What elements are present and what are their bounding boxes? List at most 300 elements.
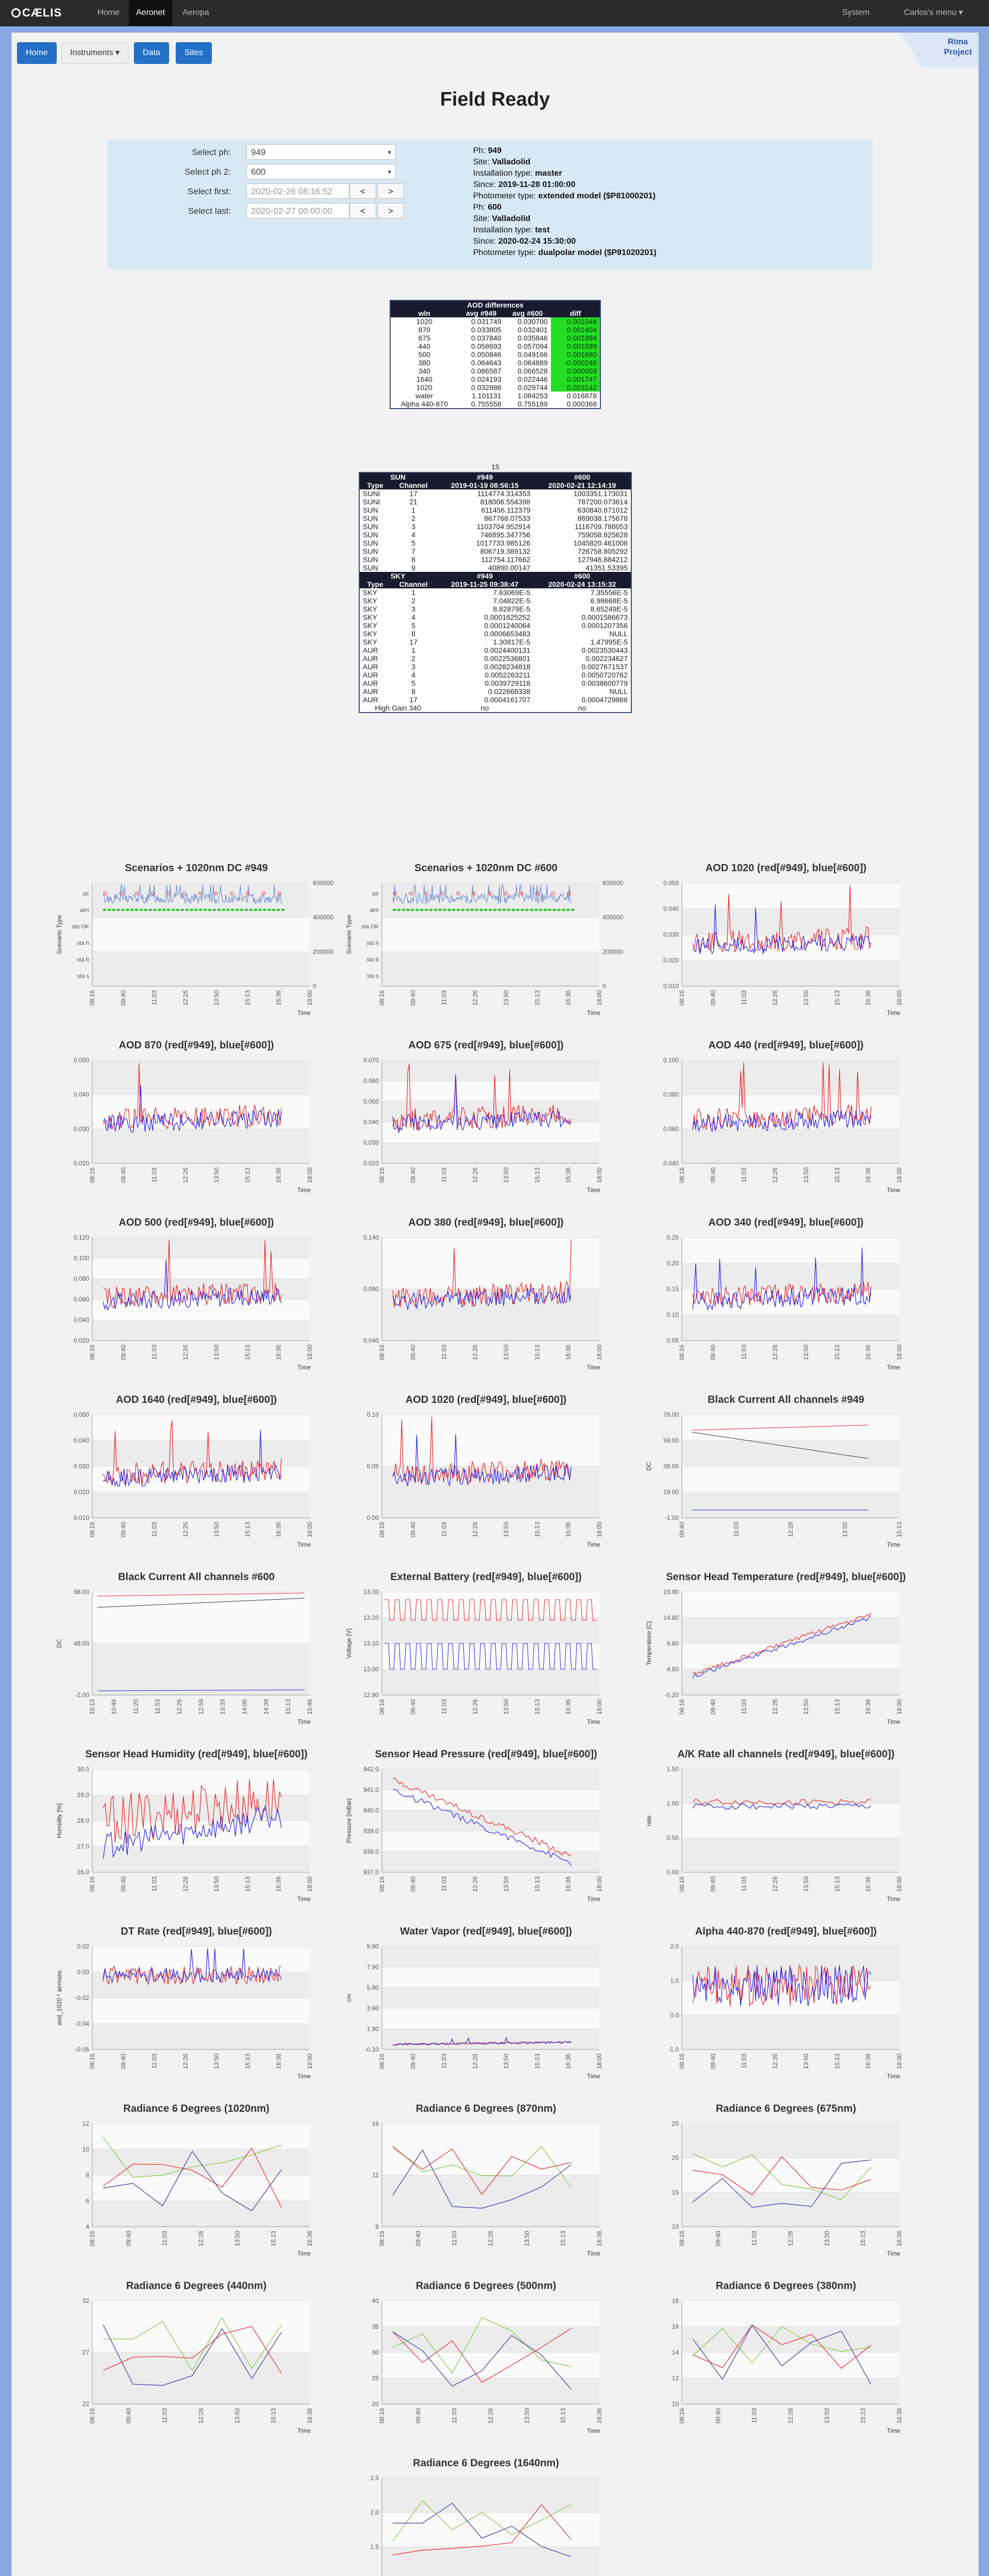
y-tick-label: 9.90 — [366, 1943, 379, 1950]
y-tick-label: 0.040 — [663, 905, 679, 912]
y-tick-label: 16 — [672, 2323, 679, 2330]
y-tick-label: 32 — [82, 2297, 89, 2304]
sta-ok-marker — [562, 909, 565, 911]
x-tick-label: 08:16 — [378, 2054, 385, 2070]
y-tick-label: 0.25 — [666, 1234, 679, 1241]
sta-ok-marker — [236, 909, 239, 911]
x-tick-label: 12:26 — [181, 1522, 189, 1538]
table-cell: 0.037840 — [471, 334, 501, 342]
table-cell: 8.65249E-5 — [590, 605, 628, 613]
table-cell: 21 — [409, 498, 417, 506]
table-cell: SKY — [363, 638, 378, 646]
table-cell: 3 — [411, 522, 416, 531]
chart-3 — [642, 862, 930, 1022]
x-tick-label: 08:16 — [89, 2054, 96, 2070]
grid-band — [92, 1060, 310, 1095]
x-axis-label: Time — [297, 2073, 311, 2080]
x-tick-label: 18:00 — [306, 1345, 313, 1361]
sta-ok-marker — [443, 909, 446, 911]
x-tick-label: 13:50 — [523, 2408, 531, 2424]
chart-svg — [642, 1394, 930, 1554]
x-tick-label: 09:40 — [409, 990, 417, 1006]
chart-title: Sensor Head Pressure (red[#949], blue[#600]) — [375, 1749, 597, 1760]
column-header: 2020-02-21 12:14:19 — [533, 481, 631, 489]
x-axis-label: Time — [886, 2073, 900, 2080]
table-cell: SKY — [363, 588, 378, 597]
table-cell: 0.030700 — [517, 317, 548, 326]
table-cell: High Gain 340 — [375, 704, 421, 712]
table-cell: 818006.554398 — [480, 498, 531, 506]
table-cell: no — [578, 704, 586, 712]
chart-13 — [52, 1571, 341, 1731]
chart-svg — [52, 2280, 341, 2440]
grid-band — [382, 1988, 599, 2008]
sta-ok-marker — [475, 909, 478, 911]
sta-ok-marker — [425, 909, 428, 911]
sta-ok-marker — [158, 909, 161, 911]
chart-svg — [342, 1394, 630, 1554]
y-tick-label: 48.00 — [73, 1640, 89, 1647]
table-cell: 0.001048 — [551, 317, 600, 326]
tab-instruments[interactable]: Instruments ▾ — [61, 42, 128, 64]
table-cell: SUN — [363, 564, 378, 572]
nav-system[interactable]: System — [842, 8, 870, 17]
x-tick-label: 13:50 — [802, 990, 810, 1006]
x-tick-label: 11:03 — [150, 1345, 158, 1360]
grid-band — [382, 2478, 599, 2513]
x-axis-label: Time — [297, 1541, 311, 1548]
grid-band — [382, 1946, 599, 1967]
sta-ok-marker — [268, 909, 271, 911]
x-tick-label: 15:13 — [833, 2054, 841, 2070]
x-tick-label: 10:46 — [110, 1699, 118, 1715]
column-header: Type — [359, 580, 391, 588]
grid-band — [92, 2149, 310, 2175]
x-tick-label: 08:16 — [678, 1167, 685, 1183]
y-axis-label: Voltage [V] — [345, 1628, 353, 1659]
y-tick-label: 0.030 — [663, 931, 679, 938]
x-tick-label: 09:40 — [125, 2408, 132, 2424]
y-tick-label: 0.020 — [73, 1337, 89, 1344]
x-tick-label: 12:26 — [771, 1699, 779, 1715]
y-tick-label: 0.00 — [366, 1514, 379, 1521]
x-tick-label: 15:13 — [533, 1876, 541, 1892]
x-tick-label: 16:36 — [564, 990, 572, 1006]
select-ph-label: Select ph: — [192, 147, 231, 157]
table-cell: AUR — [363, 654, 378, 663]
x-tick-label: 11:03 — [440, 1167, 448, 1183]
y-tick-label: 942.0 — [363, 1766, 379, 1773]
table-cell: 7.63069E-5 — [493, 588, 531, 597]
table-cell: SKY — [363, 597, 378, 605]
x-tick-label: 16:36 — [275, 1876, 282, 1892]
y-tick-label: 22 — [82, 2400, 89, 2408]
y-tick-label: 19.00 — [663, 1488, 679, 1496]
chart-17 — [342, 1749, 630, 1908]
y-tick-label: 16 — [372, 2120, 379, 2127]
x-tick-label: 09:40 — [120, 1522, 127, 1538]
nav-user-menu[interactable]: Carlos's menu ▾ — [904, 8, 963, 17]
table-cell: NULL — [609, 630, 628, 638]
sta-ok-marker — [493, 909, 496, 911]
y-tick-label: 29.0 — [77, 1791, 89, 1799]
table-cell: 0.064889 — [517, 359, 548, 367]
x-tick-label: 13:50 — [823, 2231, 831, 2247]
x-tick-label: 15:13 — [244, 1522, 252, 1538]
table-cell: 0.0050720762 — [581, 671, 628, 679]
first-next-button[interactable]: > — [377, 183, 404, 199]
table-cell: 5 — [411, 539, 416, 547]
y-tick-label: 0.050 — [73, 1411, 89, 1418]
table-cell: 0.003142 — [551, 383, 600, 392]
table-cell: 0.022668338 — [488, 687, 531, 696]
info-value: test — [535, 226, 550, 234]
x-tick-label: 16:36 — [864, 1345, 872, 1361]
chart-7 — [52, 1217, 341, 1377]
info-key: Installation type: — [473, 169, 535, 178]
x-tick-label: 08:16 — [378, 1345, 385, 1361]
sta-ok-marker — [263, 909, 266, 911]
x-tick-label: 16:36 — [864, 1699, 872, 1715]
chart-6 — [642, 1040, 930, 1199]
select-first-label: Select first: — [187, 187, 231, 196]
select-ph-value: 949 — [251, 147, 266, 157]
grid-band — [382, 1769, 599, 1790]
y-tick-label: 5.90 — [366, 1984, 379, 1991]
table-cell: 0.066528 — [517, 367, 548, 375]
info-value: 2020-02-24 15:30:00 — [498, 237, 576, 246]
sta-ok-marker — [208, 909, 211, 911]
y-tick-label: 10 — [82, 2146, 89, 2153]
table-cell: SUNI — [363, 489, 380, 498]
nav-aeronet[interactable]: Aeronet — [129, 0, 172, 26]
y-axis-label: cm — [345, 1994, 353, 2002]
column-header: #949 — [436, 472, 533, 481]
sta-ok-marker — [117, 909, 120, 911]
table-cell: AUR — [363, 671, 378, 679]
sta-ok-marker — [448, 909, 451, 911]
chart-svg — [642, 1217, 930, 1377]
table-cell: 0.0052263211 — [484, 671, 531, 679]
grid-band — [382, 1466, 599, 1518]
sta-ok-marker — [502, 909, 506, 911]
x-tick-label: 08:16 — [89, 2231, 96, 2247]
chart-title: Radiance 6 Degrees (380nm) — [715, 2280, 857, 2292]
column-header: 2020-02-24 13:15:32 — [533, 580, 631, 588]
x-tick-label: 18:00 — [596, 1876, 603, 1892]
x-tick-label: 12:26 — [487, 2231, 494, 2247]
first-prev-button[interactable]: < — [349, 183, 376, 199]
chart-10 — [52, 1394, 341, 1554]
y-tick-label: 0.050 — [663, 879, 679, 887]
info-line — [473, 247, 657, 259]
grid-band — [92, 1846, 310, 1872]
x-tick-label: 12:26 — [471, 990, 479, 1006]
table-cell: SUN — [363, 514, 378, 522]
x-tick-label: 08:16 — [378, 2408, 385, 2424]
table-cell: 867768.07533 — [484, 514, 531, 522]
table-cell: 0.0022536801 — [484, 654, 531, 663]
x-tick-label: 13:50 — [502, 1876, 510, 1892]
select-last-input[interactable]: 2020-02-27 00:00:00 — [246, 203, 349, 218]
table-cell: AUR — [363, 646, 378, 654]
y-tick-label: 10 — [672, 2400, 679, 2408]
x-tick-label: 13:50 — [213, 1345, 221, 1361]
x-tick-label: 13:50 — [213, 1522, 221, 1538]
chart-title: AOD 440 (red[#949], blue[#600]) — [708, 1040, 864, 1051]
table-row — [390, 383, 600, 392]
table-row — [390, 317, 600, 326]
x-tick-label: 16:36 — [306, 2231, 313, 2247]
x-tick-label: 13:50 — [502, 1167, 510, 1183]
grid-band — [682, 1060, 899, 1095]
x-tick-label: 15:13 — [533, 1167, 541, 1183]
chart-title: AOD 1020 (red[#949], blue[#600]) — [705, 862, 867, 874]
x-tick-label: 11:03 — [450, 2231, 458, 2246]
sta-ok-marker — [181, 909, 184, 911]
tab-home[interactable]: Home — [17, 42, 57, 64]
sta-ok-marker — [154, 909, 157, 911]
sta-ok-marker — [544, 909, 547, 911]
info-line — [473, 191, 657, 202]
table-cell: SUN — [363, 555, 378, 564]
y-tick-label: 6 — [86, 2197, 89, 2205]
sta-ok-marker — [103, 909, 106, 911]
chart-svg — [342, 862, 630, 1022]
table-cell: 1 — [411, 646, 416, 654]
x-tick-label: 16:36 — [564, 1167, 572, 1183]
chart-svg — [342, 2280, 630, 2440]
y-tick-label: 0.040 — [363, 1118, 379, 1126]
last-next-button[interactable]: > — [377, 203, 404, 218]
table-row — [390, 342, 600, 350]
y-tick-label: 0.050 — [73, 1057, 89, 1064]
table-cell: 0.000059 — [551, 367, 600, 375]
sta-ok-marker — [415, 909, 418, 911]
table-cell: 8 — [411, 555, 416, 564]
sta-ok-marker — [558, 909, 561, 911]
table-cell: 0.755189 — [517, 400, 548, 408]
info-key: Since: — [473, 180, 498, 189]
nav-home[interactable]: Home — [97, 8, 120, 17]
x-tick-label: 08:16 — [378, 1167, 385, 1183]
table-cell: AUR — [363, 687, 378, 696]
x-tick-label: 08:16 — [378, 1699, 385, 1715]
x-tick-label: 12:26 — [787, 2408, 794, 2424]
x-tick-label: 13:50 — [233, 2408, 241, 2424]
x-tick-label: 08:16 — [678, 990, 685, 1006]
sta-ok-marker — [484, 909, 488, 911]
x-tick-label: 18:00 — [596, 1699, 603, 1715]
x-tick-label: 11:03 — [150, 990, 158, 1006]
chart-title: Scenarios + 1020nm DC #600 — [414, 862, 558, 874]
chart-5 — [342, 1040, 630, 1199]
table-cell: 1640 — [416, 375, 432, 383]
table-cell: 0.001404 — [551, 326, 600, 334]
sta-ok-marker — [130, 909, 133, 911]
x-tick-label: 09:40 — [709, 1167, 717, 1183]
x-tick-label: 09:40 — [709, 1876, 717, 1892]
x-tick-label: 12:26 — [471, 1345, 479, 1361]
rima-project-logo[interactable] — [901, 33, 978, 67]
table-row — [359, 555, 631, 564]
x-tick-label: 13:50 — [502, 2054, 510, 2070]
table-row — [359, 621, 631, 630]
table-row — [359, 638, 631, 646]
sta-ok-marker — [566, 909, 569, 911]
y-tick-label: 0.050 — [363, 1098, 379, 1105]
table-cell: 611456.112379 — [481, 506, 531, 514]
table-row — [359, 498, 631, 506]
y-tick-label: 0.060 — [663, 1125, 679, 1133]
y-tick-label: -0.10 — [364, 2046, 379, 2053]
x-tick-label: 13:50 — [802, 1345, 810, 1361]
sta-ok-marker — [393, 909, 396, 911]
table-cell: SKY — [363, 605, 378, 613]
x-axis-label: Time — [886, 1009, 900, 1016]
y-tick-label: 0.15 — [666, 1285, 679, 1293]
grid-band — [382, 1810, 599, 1831]
table-cell: SUN — [363, 531, 378, 539]
table-cell: AUR — [363, 663, 378, 671]
sta-ok-marker — [213, 909, 216, 911]
table-cell: no — [480, 704, 489, 712]
x-tick-label: 08:16 — [89, 1876, 96, 1892]
select-ph-dropdown[interactable] — [246, 144, 396, 160]
nav-aeropa[interactable]: Aeropa — [182, 8, 209, 17]
table-cell: 8 — [411, 687, 416, 696]
table-row — [359, 696, 631, 704]
x-axis-label: Time — [586, 1541, 600, 1548]
y-tick-label: 2.5 — [370, 2475, 379, 2482]
x-tick-label: 12:59 — [197, 1699, 205, 1715]
x-axis-label: Time — [297, 1187, 311, 1194]
chart-title: Water Vapor (red[#949], blue[#600]) — [400, 1926, 572, 1937]
chart-title: External Battery (red[#949], blue[#600]) — [390, 1571, 582, 1583]
table-row — [359, 654, 631, 663]
x-tick-label: 08:16 — [678, 2054, 685, 2070]
x-tick-label: 15:13 — [833, 990, 841, 1006]
y-tick-label: 18 — [672, 2297, 679, 2304]
sta-ok-marker — [571, 909, 574, 911]
chart-svg — [342, 1571, 630, 1731]
table-cell: 7.04822E-5 — [493, 597, 531, 605]
category-label: alm — [370, 907, 379, 913]
select-first-input[interactable]: 2020-02-26 08:16:52 — [246, 183, 349, 199]
brand-logo[interactable] — [11, 6, 62, 20]
last-prev-button[interactable]: < — [349, 203, 376, 218]
select-ph2-dropdown[interactable] — [246, 164, 396, 179]
chart-20 — [342, 1926, 630, 2086]
table-cell: 2 — [411, 514, 416, 522]
chart-23 — [342, 2103, 630, 2263]
y-tick-label: 0.00 — [77, 1969, 89, 1976]
select-ph2-label: Select ph 2: — [185, 167, 231, 177]
select-ph2-value: 600 — [251, 167, 266, 177]
x-tick-label: 15:13 — [284, 1699, 292, 1715]
y-tick-label: 14 — [672, 2349, 679, 2356]
y-tick-label: 1.90 — [366, 2025, 379, 2032]
grid-band — [382, 2029, 599, 2049]
sta-ok-marker — [272, 909, 275, 911]
x-axis-label: Time — [297, 2250, 311, 2257]
page-title: Field Ready — [440, 89, 550, 110]
y-tick-label: 0.030 — [73, 1125, 89, 1133]
sta-ok-marker — [407, 909, 410, 911]
x-axis-label: Time — [886, 1187, 900, 1194]
x-tick-label: 18:00 — [896, 1699, 903, 1715]
y-tick-label: 938.0 — [363, 1848, 379, 1855]
y-axis-label: DC — [645, 1462, 652, 1471]
column-header: Channel — [391, 580, 436, 588]
sta-ok-marker — [126, 909, 129, 911]
chart-svg — [342, 1040, 630, 1199]
x-tick-label: 15:13 — [244, 1345, 252, 1361]
sta-ok-marker — [553, 909, 556, 911]
grid-band — [682, 1838, 899, 1872]
y-tick-label: 8 — [86, 2172, 89, 2179]
table-cell: 0.0027671537 — [581, 663, 628, 671]
y-axis-label: Humidity [%] — [56, 1803, 63, 1838]
section-header: SKY — [359, 572, 436, 580]
chart-title: DT Rate (red[#949], blue[#600]) — [121, 1926, 272, 1937]
info-line — [473, 202, 657, 213]
tab-data[interactable]: Data — [134, 42, 169, 64]
x-tick-label: 09:40 — [709, 1699, 717, 1715]
y-tick-label: 0.030 — [363, 1139, 379, 1146]
x-axis-label: Time — [886, 1895, 900, 1903]
x-axis-label: Time — [886, 1718, 900, 1725]
table-cell: 40890.00147 — [488, 564, 531, 572]
x-tick-label: 11:53 — [154, 1699, 161, 1715]
table-cell: 0.0001207356 — [581, 621, 628, 630]
y-axis-label: DC — [56, 1639, 63, 1648]
table-cell: 5 — [411, 679, 416, 687]
info-value: 600 — [488, 203, 502, 212]
table-row — [390, 350, 600, 359]
rima-line2: Project — [944, 48, 972, 57]
table-cell: -0.000246 — [551, 359, 600, 367]
table-cell: 0.755558 — [471, 400, 501, 408]
sta-ok-marker — [516, 909, 519, 911]
chart-8 — [342, 1217, 630, 1377]
grid-band — [682, 1129, 899, 1163]
x-tick-label: 16:36 — [275, 990, 282, 1006]
table-cell: 0.058693 — [471, 342, 501, 350]
x-tick-label: 13:50 — [502, 1345, 510, 1361]
info-value: master — [535, 169, 562, 178]
sta-ok-marker — [521, 909, 524, 911]
tab-sites[interactable]: Sites — [176, 42, 212, 64]
chart-svg — [342, 2103, 630, 2263]
chart-title: AOD 340 (red[#949], blue[#600]) — [708, 1217, 864, 1228]
x-tick-label: 16:36 — [275, 1522, 282, 1538]
y-tick-label: 12 — [82, 2120, 89, 2127]
x-tick-label: 13:50 — [523, 2231, 531, 2247]
y-tick-label: 0.020 — [73, 1488, 89, 1496]
category-label: sta s — [366, 973, 379, 979]
chart-title: Sensor Head Humidity (red[#949], blue[#600]) — [85, 1749, 308, 1760]
sta-ok-marker — [457, 909, 460, 911]
x-tick-label: 13:50 — [802, 1876, 810, 1892]
x-tick-label: 12:26 — [181, 2054, 189, 2070]
x-tick-label: 11:03 — [440, 990, 448, 1006]
table-cell: water — [415, 392, 433, 400]
table-cell: 1.084253 — [517, 392, 548, 400]
table-cell: 1017733.985126 — [476, 539, 531, 547]
y-tick-label: 15 — [672, 2189, 679, 2196]
category-label: sta h — [366, 940, 379, 946]
